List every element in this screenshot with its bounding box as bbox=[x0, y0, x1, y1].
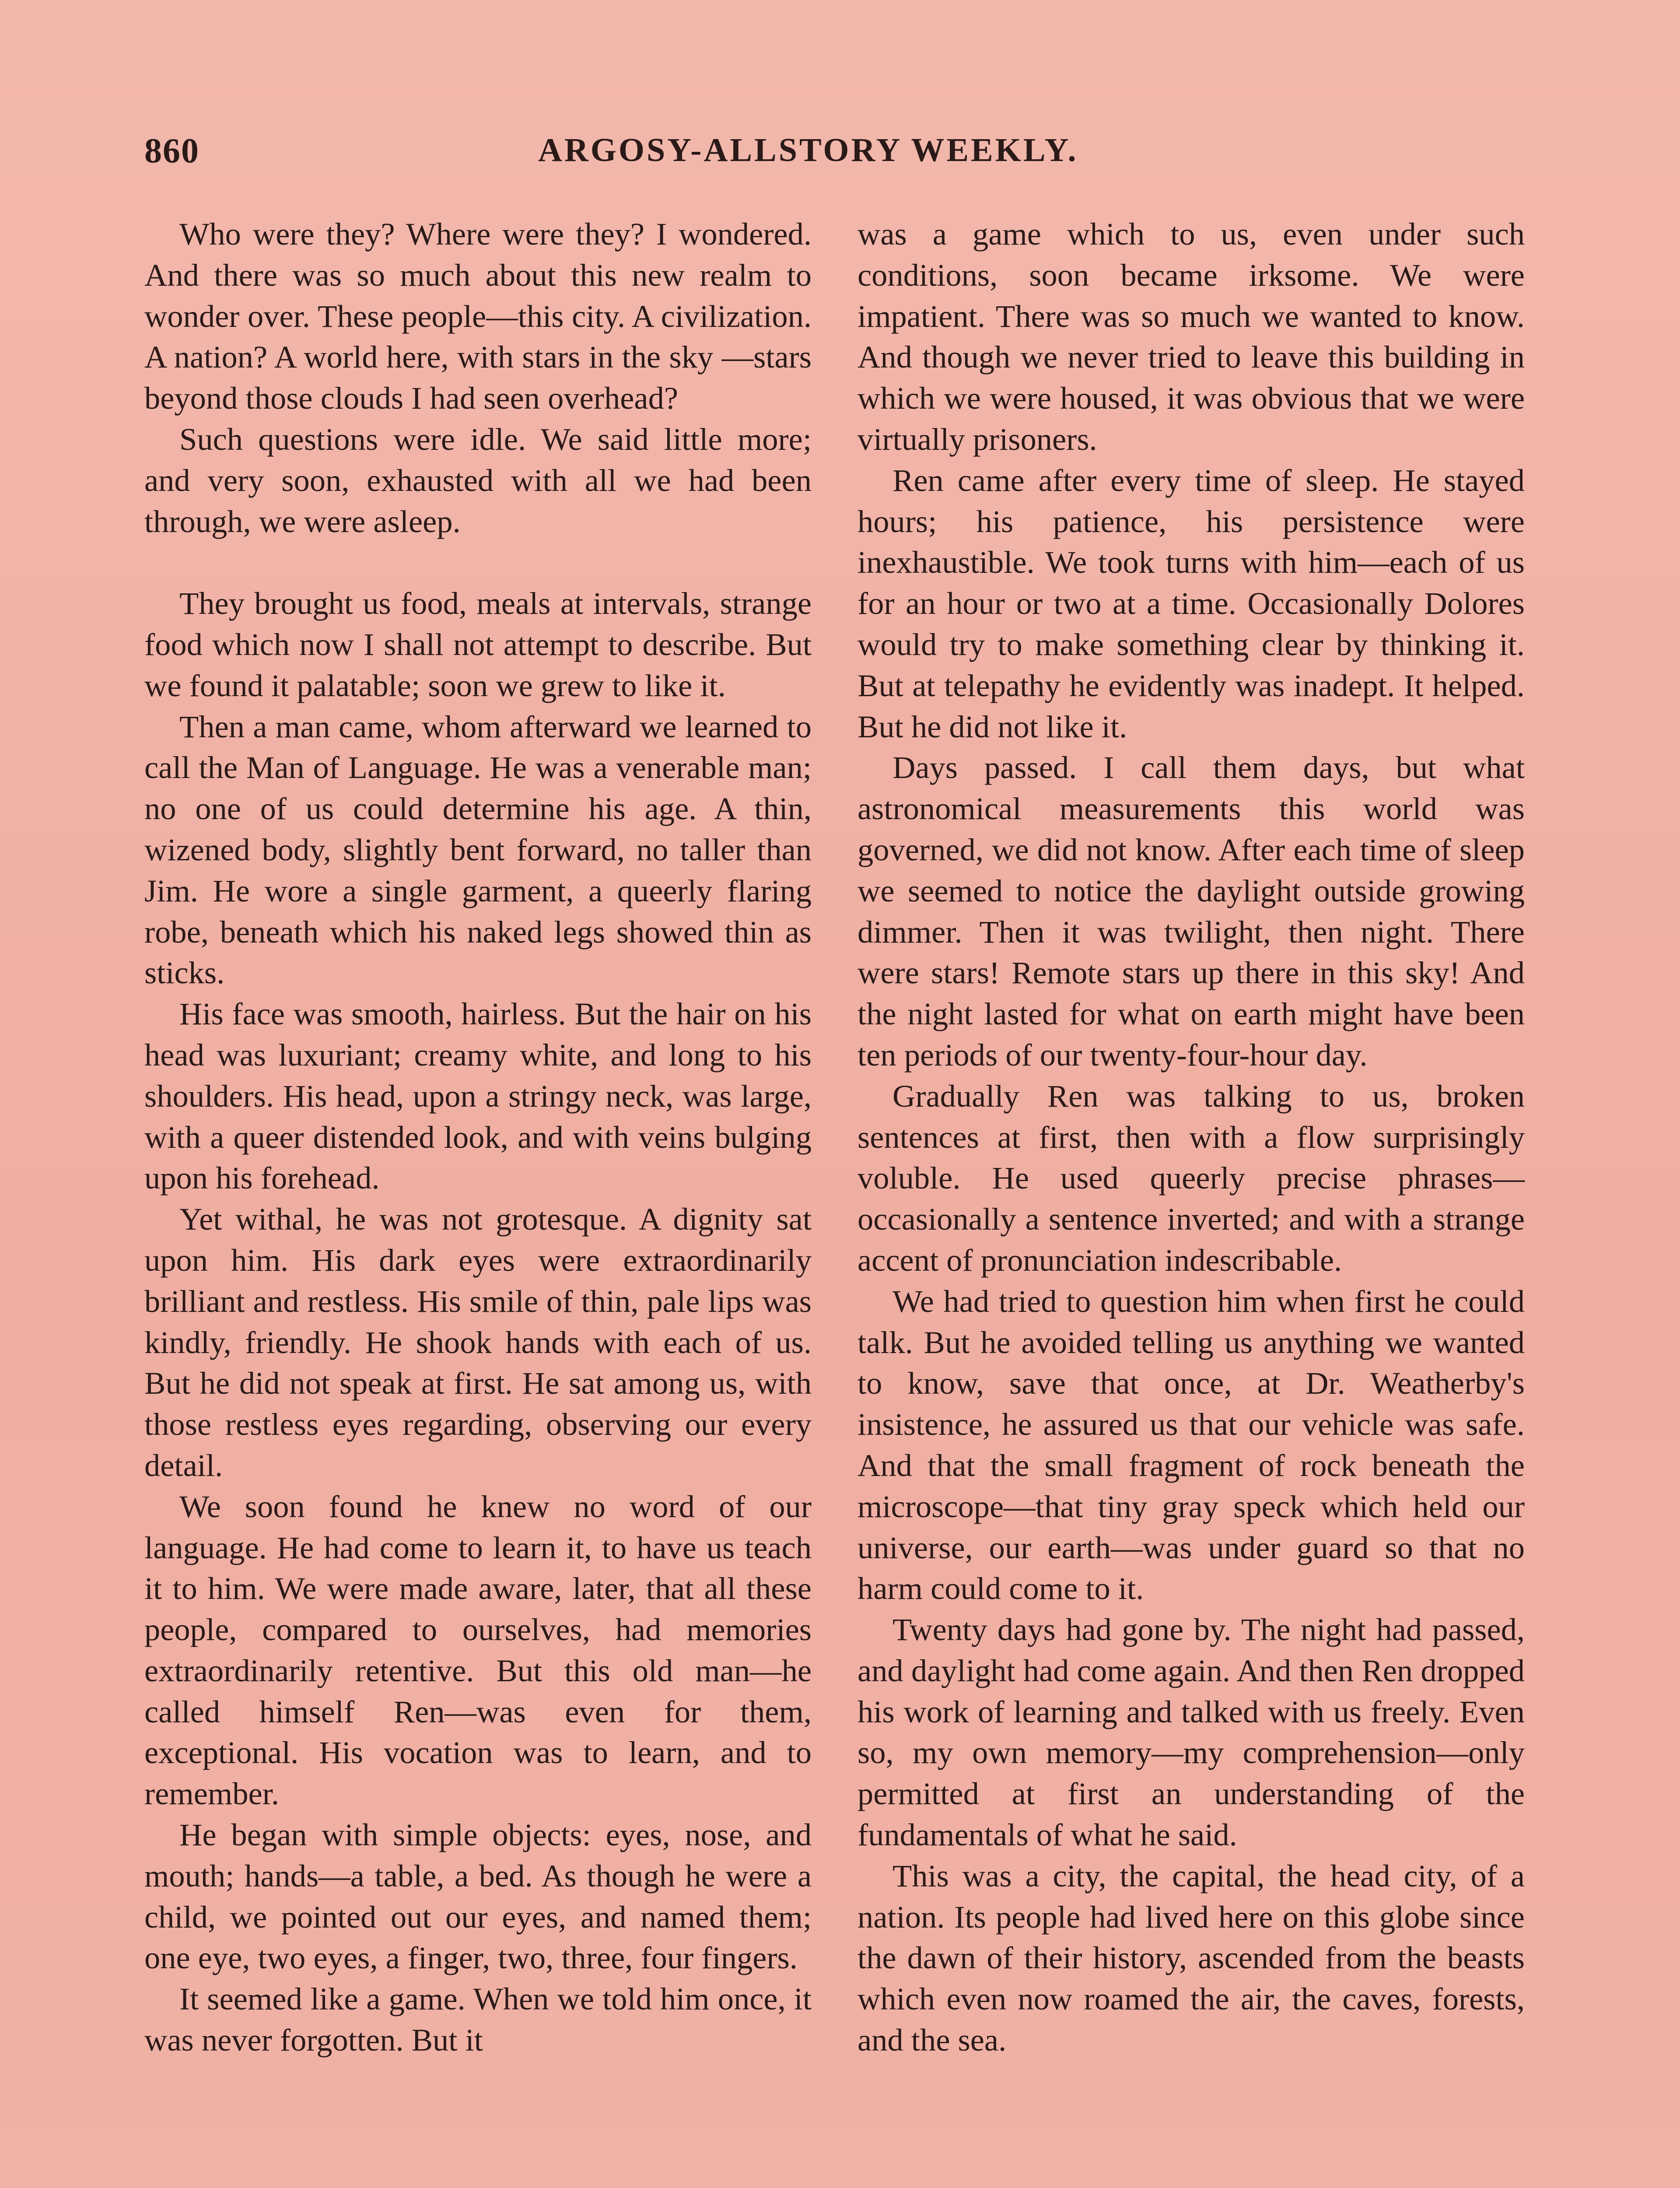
paragraph: Days passed. I call them days, but what astronomical measurements this world was governed, we did not know. After each time of sleep we seemed to notice the daylight outside growing dimmer. Then it was twilight, then night. There were stars! Remote stars up there in this sky! And the night lasted for what on earth might have been ten periods of our twenty-four-hour day. bbox=[858, 750, 1525, 1073]
paragraph: Who were they? Where were they? I wondered. And there was so much about this new realm to wonder over. These people—this city. A civilization. A nation? A world here, with stars in the sky —stars beyond those clouds I had seen overhead? bbox=[144, 216, 812, 416]
paragraph: He began with simple objects: eyes, nose, and mouth; hands—a table, a bed. As though he were a child, we pointed out our eyes, and named them; one eye, two eyes, a finger, two, three, four fingers. bbox=[144, 1817, 812, 1976]
paragraph: Such questions were idle. We said little more; and very soon, exhausted with all we had been through, we were asleep. bbox=[144, 421, 812, 539]
right-column bbox=[858, 214, 1525, 2061]
paragraph: Ren came after every time of sleep. He stayed hours; his patience, his persistence were inexhaustible. We took turns with him—each of us for an hour or two at a time. Occasionally Dolores would try to make something clear by thinking it. But at telepathy he evidently was inadept. It helped. But he did not like it. bbox=[858, 462, 1525, 744]
paragraph: was a game which to us, even under such conditions, soon became irksome. We were impatient. There was so much we wanted to know. And though we never tried to leave this building in which we were housed, it was obvious that we were virtually prisoners. bbox=[858, 216, 1525, 457]
page-number: 860 bbox=[144, 132, 200, 170]
paragraph: They brought us food, meals at intervals, strange food which now I shall not attempt to describe. But we found it palatable; soon we grew to like it. bbox=[144, 586, 812, 703]
paragraph: Twenty days had gone by. The night had passed, and daylight had come again. And then Ren dropped his work of learning and talked with us freely. Even so, my own memory—my comprehension—only permitted at first an understanding of the fundamentals of what he said. bbox=[858, 1612, 1525, 1853]
running-title: ARGOSY-ALLSTORY WEEKLY. bbox=[538, 132, 1078, 168]
paragraph: It seemed like a game. When we told him once, it was never forgotten. But it bbox=[144, 1981, 812, 2058]
paragraph: We soon found he knew no word of our language. He had come to learn it, to have us teach it to him. We were made aware, later, that all these people, compared to ourselves, had memories extraordinarily retentive. But this old man—he called himself Ren—was even for them, exceptional. His vocation was to learn, and to remember. bbox=[144, 1488, 812, 1812]
paragraph: We had tried to question him when first he could talk. But he avoided telling us anything we wanted to know, save that once, at Dr. Weatherby's insistence, he assured us that our vehicle was safe. And that the small fragment of rock beneath the microscope—that tiny gray speck which held our universe, our earth—was under guard so that no harm could come to it. bbox=[858, 1283, 1525, 1606]
paragraph: This was a city, the capital, the head city, of a nation. Its people had lived here on this globe since the dawn of their history, ascended from the beasts which even now roamed the air, the caves, forests, and the sea. bbox=[858, 1858, 1525, 2058]
page-header bbox=[144, 131, 1536, 179]
paragraph: Yet withal, he was not grotesque. A dignity sat upon him. His dark eyes were extraordinarily brilliant and restless. His smile of thin, pale lips was kindly, friendly. He shook hands with each of us. But he did not speak at first. He sat among us, with those restless eyes regarding, observing our every detail. bbox=[144, 1201, 812, 1483]
paragraph: Then a man came, whom afterward we learned to call the Man of Language. He was a venerable man; no one of us could determine his age. A thin, wizened body, slightly bent forward, no taller than Jim. He wore a single garment, a queerly flaring robe, beneath which his naked legs showed thin as sticks. bbox=[144, 708, 812, 991]
paragraph: Gradually Ren was talking to us, broken sentences at first, then with a flow surprisingly voluble. He used queerly precise phrases—occasionally a sentence inverted; and with a strange accent of pronunciation indescribable. bbox=[858, 1078, 1525, 1278]
left-column bbox=[144, 214, 812, 2061]
paragraph: His face was smooth, hairless. But the hair on his head was luxuriant; creamy white, and long to his shoulders. His head, upon a stringy neck, was large, with a queer distended look, and with veins bulging upon his forehead. bbox=[144, 996, 812, 1196]
